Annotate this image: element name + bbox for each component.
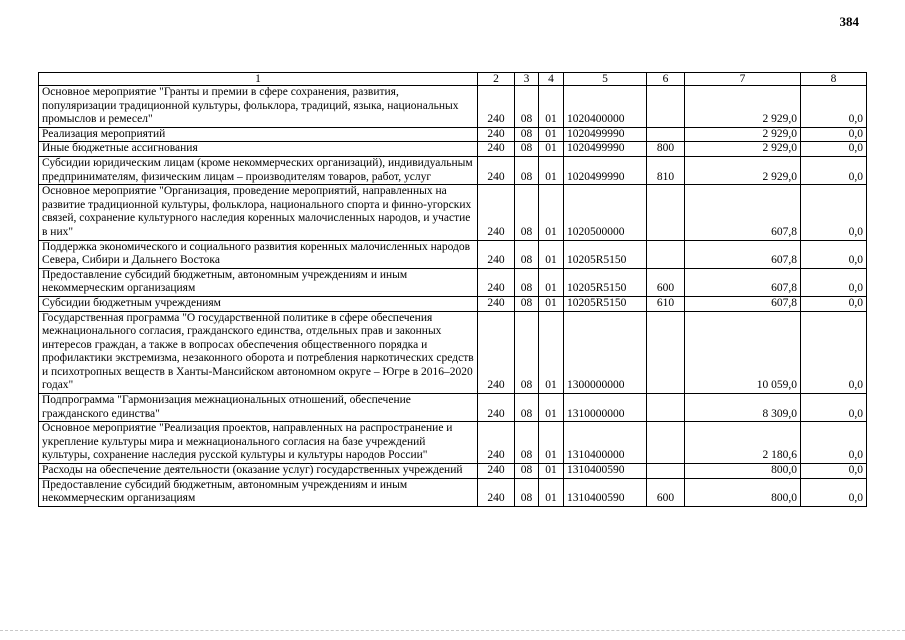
row-col-5: 1020400000 [564,86,647,128]
row-name: Реализация мероприятий [39,127,478,142]
row-col-6: 810 [647,156,685,184]
row-col-7: 607,8 [685,296,801,311]
page-bottom-divider [0,630,905,631]
row-col-4: 01 [539,394,564,422]
row-col-5: 1310000000 [564,394,647,422]
row-col-5: 1020499990 [564,156,647,184]
row-name: Подпрограмма "Гармонизация межнациональных отношений, обеспечение гражданского единства" [39,394,478,422]
table-row [39,127,867,142]
row-col-8: 0,0 [801,86,867,128]
row-name: Расходы на обеспечение деятельности (оказание услуг) государственных учреждений [39,464,478,479]
budget-table [38,72,867,507]
row-col-6 [647,464,685,479]
table-row [39,464,867,479]
row-col-3: 08 [515,296,539,311]
row-name: Субсидии юридическим лицам (кроме некоммерческих организаций), индивидуальным предпринимателям, физическим лицам – производителям товаров, работ, услуг [39,156,478,184]
header-col-5: 5 [564,73,647,86]
row-col-2: 240 [478,394,515,422]
row-col-6 [647,311,685,394]
row-col-4: 01 [539,268,564,296]
header-col-6: 6 [647,73,685,86]
row-col-7: 607,8 [685,268,801,296]
row-col-3: 08 [515,394,539,422]
row-name: Предоставление субсидий бюджетным, автономным учреждениям и иным некоммерческим организациям [39,268,478,296]
row-col-5: 1020499990 [564,142,647,157]
row-name: Иные бюджетные ассигнования [39,142,478,157]
row-col-7: 2 929,0 [685,127,801,142]
row-col-3: 08 [515,311,539,394]
row-col-6: 600 [647,478,685,506]
header-col-3: 3 [515,73,539,86]
row-col-3: 08 [515,127,539,142]
table-row [39,156,867,184]
row-col-8: 0,0 [801,478,867,506]
row-col-6: 600 [647,268,685,296]
row-col-8: 0,0 [801,296,867,311]
row-col-2: 240 [478,268,515,296]
row-col-8: 0,0 [801,156,867,184]
row-col-3: 08 [515,464,539,479]
row-col-4: 01 [539,240,564,268]
row-col-2: 240 [478,142,515,157]
row-col-7: 8 309,0 [685,394,801,422]
row-col-7: 607,8 [685,240,801,268]
header-col-2: 2 [478,73,515,86]
row-col-7: 607,8 [685,185,801,240]
row-col-8: 0,0 [801,422,867,464]
row-col-6 [647,185,685,240]
row-name: Основное мероприятие "Гранты и премии в сфере сохранения, развития, популяризации традиционной культуры, фольклора, традиций, языка, национальных промыслов и ремесел" [39,86,478,128]
row-col-7: 2 929,0 [685,142,801,157]
row-col-2: 240 [478,311,515,394]
row-col-2: 240 [478,185,515,240]
row-col-8: 0,0 [801,185,867,240]
row-col-2: 240 [478,127,515,142]
row-col-7: 800,0 [685,464,801,479]
table-row [39,296,867,311]
row-col-7: 2 180,6 [685,422,801,464]
row-col-6 [647,127,685,142]
row-col-3: 08 [515,156,539,184]
row-col-8: 0,0 [801,268,867,296]
row-col-7: 800,0 [685,478,801,506]
row-col-4: 01 [539,478,564,506]
row-col-3: 08 [515,478,539,506]
row-col-6 [647,240,685,268]
header-col-1: 1 [39,73,478,86]
table-row [39,142,867,157]
header-col-8: 8 [801,73,867,86]
row-col-5: 1300000000 [564,311,647,394]
row-col-2: 240 [478,86,515,128]
row-col-4: 01 [539,422,564,464]
row-col-2: 240 [478,478,515,506]
row-col-4: 01 [539,464,564,479]
table-row [39,86,867,128]
row-col-5: 10205R5150 [564,268,647,296]
table-row [39,394,867,422]
row-name: Основное мероприятие "Реализация проектов, направленных на распространение и укрепление культуры мира и межнационального согласия на базе учреждений культуры, сохранение наследия русской культуры и культуры народов России" [39,422,478,464]
row-col-8: 0,0 [801,311,867,394]
row-name: Поддержка экономического и социального развития коренных малочисленных народов Севера, Сибири и Дальнего Востока [39,240,478,268]
header-col-7: 7 [685,73,801,86]
row-col-5: 1310400000 [564,422,647,464]
row-col-5: 1310400590 [564,478,647,506]
row-col-2: 240 [478,422,515,464]
row-col-5: 10205R5150 [564,296,647,311]
row-col-7: 2 929,0 [685,86,801,128]
row-col-4: 01 [539,127,564,142]
row-col-5: 10205R5150 [564,240,647,268]
row-col-2: 240 [478,296,515,311]
row-col-5: 1310400590 [564,464,647,479]
row-name: Государственная программа "О государственной политике в сфере обеспечения межнационального согласия, гражданского единства, отдельных прав и законных интересов граждан, а также в вопросах обеспечения общественного порядка и профилактики экстремизма, незаконного оборота и потребления наркотических средств и психотропных веществ в Ханты-Мансийском автономном округе – Югре в 2016–2020 годах" [39,311,478,394]
row-col-3: 08 [515,142,539,157]
row-name: Основное мероприятие "Организация, проведение мероприятий, направленных на развитие традиционной культуры, фольклора, национального спорта и финно-угорских связей, сохранение культурного наследия коренных малочисленных народов, и участие в них" [39,185,478,240]
table-row [39,422,867,464]
row-col-8: 0,0 [801,464,867,479]
row-col-4: 01 [539,185,564,240]
table-row [39,240,867,268]
table-row [39,268,867,296]
row-col-6: 800 [647,142,685,157]
row-col-2: 240 [478,156,515,184]
table-row [39,185,867,240]
row-col-3: 08 [515,86,539,128]
row-col-6: 610 [647,296,685,311]
row-col-3: 08 [515,185,539,240]
row-name: Субсидии бюджетным учреждениям [39,296,478,311]
row-col-7: 10 059,0 [685,311,801,394]
row-col-3: 08 [515,422,539,464]
header-row [39,73,867,86]
row-col-6 [647,394,685,422]
row-col-5: 1020500000 [564,185,647,240]
row-col-3: 08 [515,240,539,268]
row-col-8: 0,0 [801,142,867,157]
row-col-8: 0,0 [801,127,867,142]
row-col-2: 240 [478,464,515,479]
row-col-8: 0,0 [801,394,867,422]
row-col-4: 01 [539,142,564,157]
row-col-6 [647,422,685,464]
page-number: 384 [839,14,859,29]
row-col-8: 0,0 [801,240,867,268]
row-name: Предоставление субсидий бюджетным, автономным учреждениям и иным некоммерческим организациям [39,478,478,506]
row-col-2: 240 [478,240,515,268]
table-row [39,311,867,394]
row-col-4: 01 [539,86,564,128]
row-col-3: 08 [515,268,539,296]
row-col-4: 01 [539,156,564,184]
table-row [39,478,867,506]
row-col-4: 01 [539,311,564,394]
row-col-5: 1020499990 [564,127,647,142]
row-col-4: 01 [539,296,564,311]
row-col-7: 2 929,0 [685,156,801,184]
header-col-4: 4 [539,73,564,86]
row-col-6 [647,86,685,128]
